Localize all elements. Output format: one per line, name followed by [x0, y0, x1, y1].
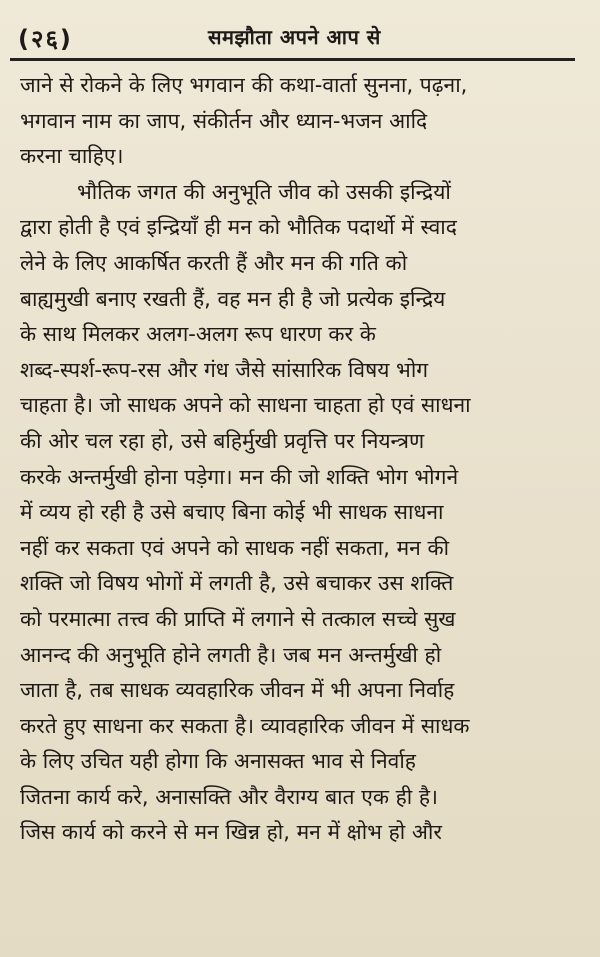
- text-line: को परमात्मा तत्त्व की प्राप्ति में लगाने से तत्काल सच्चे सुख: [20, 606, 456, 631]
- text-line: जिस कार्य को करने से मन खिन्न हो, मन में क्षोभ हो और: [20, 820, 442, 845]
- text-line: करना चाहिए।: [20, 144, 124, 169]
- running-title: समझौता अपने आप से: [208, 25, 381, 49]
- text-line: करके अन्तर्मुखी होना पड़ेगा। मन की जो शक्ति भोग भोगने: [20, 464, 459, 489]
- text-line: के साथ मिलकर अलग-अलग रूप धारण कर के: [20, 322, 376, 347]
- text-line: में व्यय हो रही है उसे बचाए बिना कोई भी साधक साधना: [20, 500, 444, 525]
- text-line: नहीं कर सकता एवं अपने को साधक नहीं सकता, मन की: [20, 535, 450, 560]
- text-line: जाने से रोकने के लिए भगवान की कथा-वार्ता सुनना, पढ़ना,: [20, 73, 468, 97]
- text-line: बाह्यमुखी बनाए रखती हैं, वह मन ही है जो प्रत्येक इन्द्रिय: [20, 286, 446, 311]
- paragraph-start-line: भौतिक जगत की अनुभूति जीव को उसकी इन्द्रियों: [77, 179, 451, 204]
- text-line: भगवान नाम का जाप, संकीर्तन और ध्यान-भजन आदि: [20, 108, 428, 133]
- header-rule: [10, 58, 575, 61]
- text-line: के लिए उचित यही होगा कि अनासक्त भाव से निर्वाह: [20, 749, 416, 774]
- text-line: की ओर चल रहा हो, उसे बहिर्मुखी प्रवृत्ति पर नियन्त्रण: [20, 428, 425, 453]
- text-line: आनन्द की अनुभूति होने लगती है। जब मन अन्तर्मुखी हो: [20, 642, 442, 667]
- page-header: [18, 22, 578, 56]
- text-line: करते हुए साधना कर सकता है। व्यावहारिक जीवन में साधक: [20, 713, 470, 738]
- body-text: [20, 68, 586, 851]
- text-line: शक्ति जो विषय भोगों में लगती है, उसे बचाकर उस शक्ति: [20, 571, 454, 596]
- text-line: चाहता है। जो साधक अपने को साधना चाहता हो एवं साधना: [20, 393, 471, 418]
- text-line: द्वारा होती है एवं इन्द्रियाँ ही मन को भौतिक पदार्थो में स्वाद: [20, 215, 457, 240]
- text-line: जाता है, तब साधक व्यवहारिक जीवन में भी अपना निर्वाह: [20, 678, 455, 703]
- text-line: लेने के लिए आकर्षित करती हैं और मन की गति को: [20, 250, 408, 275]
- text-line: जितना कार्य करे, अनासक्ति और वैराग्य बात एक ही है।: [20, 784, 438, 809]
- page-number: (२६): [18, 25, 73, 53]
- text-line: शब्द-स्पर्श-रूप-रस और गंध जैसे सांसारिक विषय भोग: [20, 357, 429, 382]
